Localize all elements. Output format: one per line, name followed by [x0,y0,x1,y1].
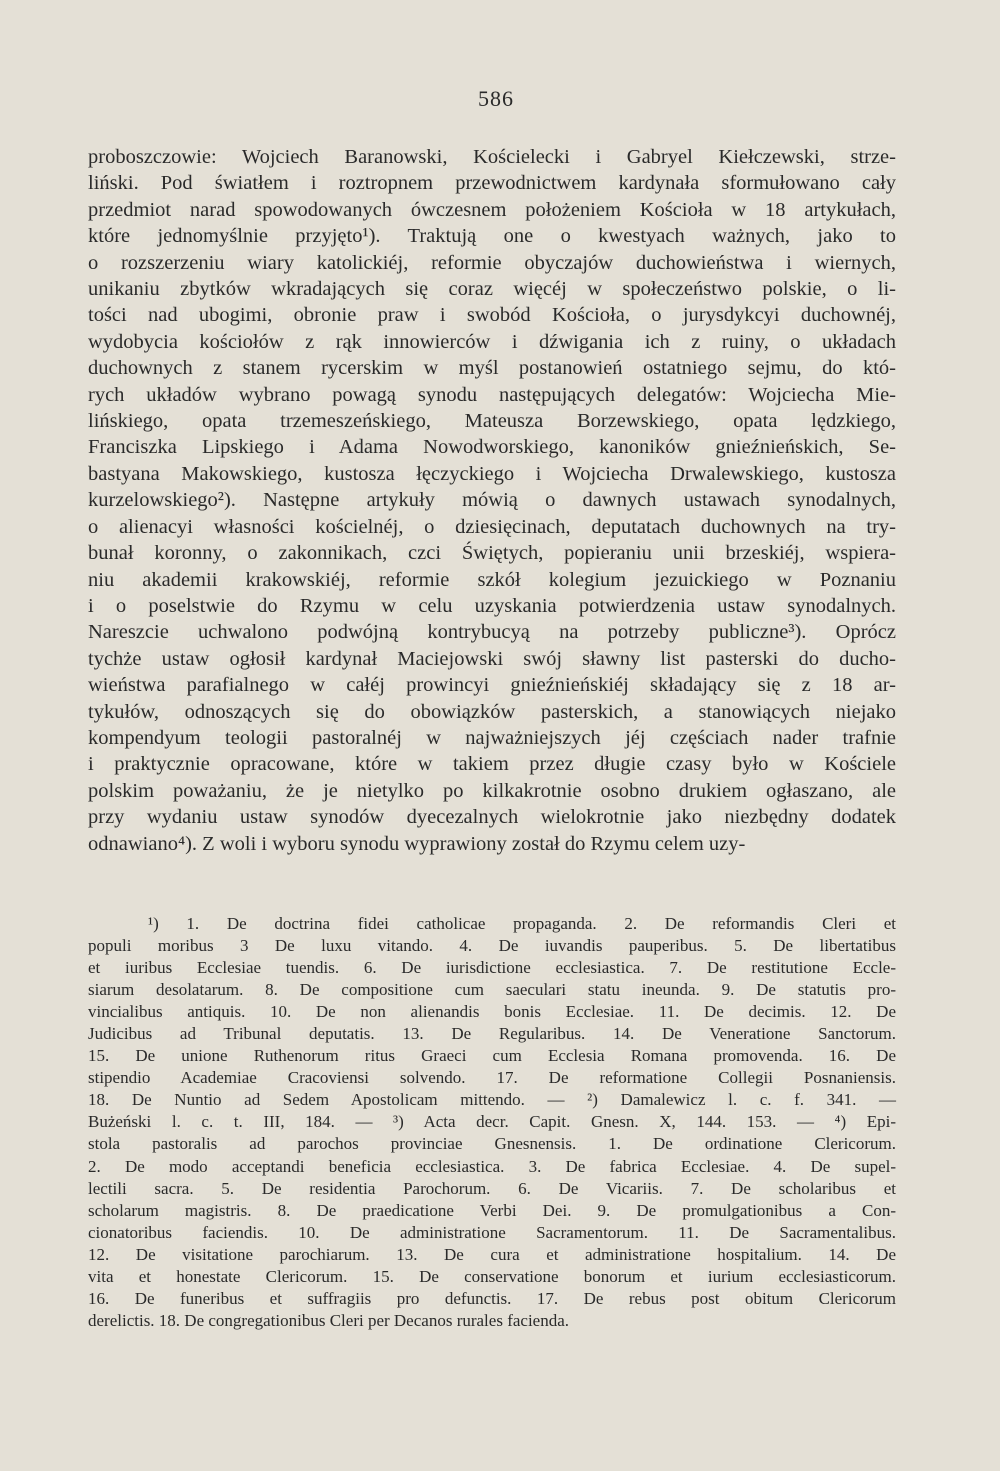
footnote-line: 2. De modo acceptandi beneficia ecclesiastica. 3. De fabrica Ecclesiae. 4. De supel- [88,1156,896,1176]
body-line: tości nad ubogimi, obronie praw i swobód Kościoła, o jurysdykcyi duchownéj, [88,304,896,327]
footnote-line: derelictis. 18. De congregationibus Cleri per Decanos rurales facienda. [88,1310,570,1330]
body-line: bastyana Makowskiego, kustosza łęczyckiego i Wojciecha Drwalewskiego, kustosza [88,462,896,485]
body-line: Franciszka Lipskiego i Adama Nowodworskiego, kanoników gnieźnieńskich, Se- [88,436,896,459]
body-text [88,144,896,857]
footnote-line: et iuribus Ecclesiae tuendis. 6. De iurisdictione ecclesiastica. 7. De restitutione Eccle- [88,958,896,978]
footnote-line: 15. De unione Ruthenorum ritus Graeci cum Ecclesia Romana promovenda. 16. De [88,1046,896,1066]
footnote-line: 18. De Nuntio ad Sedem Apostolicam mittendo. — ²) Damalewicz l. c. f. 341. — [88,1090,896,1110]
footnotes [88,913,896,1332]
body-line: i praktycznie opracowane, które w takiem przez długie czasy było w Kościele [88,753,896,776]
body-line: wieństwa parafialnego w całéj prowincyi gnieźnieńskiéj składający się z 18 ar- [88,674,896,697]
footnote-line: ¹) 1. De doctrina fidei catholicae propaganda. 2. De reformandis Cleri et [148,914,896,933]
body-line: wydobycia kościołów z rąk innowierców i dźwigania ich z ruiny, o układach [88,330,896,353]
body-line: bunał koronny, o zakonnikach, czci Świętych, popieraniu unii brzeskiéj, wspiera- [88,542,896,565]
footnote-line: vincialibus antiquis. 10. De non alienandis bonis Ecclesiae. 11. De decimis. 12. De [88,1002,896,1022]
body-line: tychże ustaw ogłosił kardynał Maciejowski swój sławny list pasterski do ducho- [88,647,896,670]
body-line: które jednomyślnie przyjęto¹). Traktują one o kwestyach ważnych, jako to [88,225,896,248]
footnote-line: siarum desolatarum. 8. De compositione cum saeculari statu ineunda. 9. De statutis pro- [88,980,896,1000]
body-line: i o poselstwie do Rzymu w celu uzyskania potwierdzenia ustaw synodalnych. [88,594,896,617]
body-line: o alienacyi własności kościelnéj, o dziesięcinach, deputatach duchownych na try- [88,515,896,538]
body-line: przy wydaniu ustaw synodów dyecezalnych wielokrotnie jako niezbędny dodatek [88,806,896,829]
body-line: lińskiego, opata trzemeszeńskiego, Mateusza Borzewskiego, opata lędzkiego, [88,410,896,433]
footnote-line: populi moribus 3 De luxu vitando. 4. De iuvandis pauperibus. 5. De libertatibus [88,936,896,956]
body-line: unikaniu zbytków wkradających się coraz więcéj w społeczeństwo polskie, o li- [88,278,896,301]
body-line: niu akademii krakowskiéj, reformie szkół kolegium jezuickiego w Poznaniu [88,568,896,591]
body-line: kompendyum teologii pastoralnéj w najważniejszych jéj częściach nader trafnie [88,726,896,749]
body-line: proboszczowie: Wojciech Baranowski, Kościelecki i Gabryel Kiełczewski, strze- [88,146,896,168]
footnote-line: vita et honestate Clericorum. 15. De conservatione bonorum et iurium ecclesiasticorum. [88,1266,896,1286]
footnote-line: lectili sacra. 5. De residentia Parochorum. 6. De Vicariis. 7. De scholaribus et [88,1178,896,1198]
page-number: 586 [478,86,514,111]
body-line: duchownych z stanem rycerskim w myśl postanowień ostatniego sejmu, do któ- [88,357,896,380]
body-line: Nareszcie uchwalono podwójną kontrybucyą na potrzeby publiczne³). Oprócz [88,621,896,644]
body-line: przedmiot narad spowodowanych ówczesnem położeniem Kościoła w 18 artykułach, [88,198,896,221]
body-line: liński. Pod światłem i roztropnem przewodnictwem kardynała sformułowano cały [88,172,896,195]
body-line: kurzelowskiego²). Następne artykuły mówią o dawnych ustawach synodalnych, [88,489,896,512]
body-line: odnawiano⁴). Z woli i wyboru synodu wyprawiony został do Rzymu celem uzy- [88,832,746,855]
footnote-line: Judicibus ad Tribunal deputatis. 13. De Regularibus. 14. De Veneratione Sanctorum. [88,1024,896,1044]
footnote-line: scholarum magistris. 8. De praedicatione Verbi Dei. 9. De promulgationibus a Con- [88,1200,896,1220]
footnote-line: stipendio Academiae Cracoviensi solvendo. 17. De reformatione Collegii Posnaniensis. [88,1068,896,1088]
footnote-line: Bużeński l. c. t. III, 184. — ³) Acta decr. Capit. Gnesn. X, 144. 153. — ⁴) Epi- [88,1112,896,1132]
footnote-line: stola pastoralis ad parochos provinciae Gnesnensis. 1. De ordinatione Clericorum. [88,1134,896,1154]
footnote-line: cionatoribus faciendis. 10. De administratione Sacramentorum. 11. De Sacramentalibus. [88,1222,896,1242]
footnote-line: 16. De funeribus et suffragiis pro defunctis. 17. De rebus post obitum Clericorum [88,1288,896,1308]
body-line: o rozszerzeniu wiary katolickiéj, reformie obyczajów duchowieństwa i wiernych, [88,251,896,274]
footnote-line: 12. De visitatione parochiarum. 13. De cura et administratione hospitalium. 14. De [88,1244,896,1264]
body-line: tykułów, odnoszących się do obowiązków pasterskich, a stanowiących niejako [88,700,896,723]
body-line: polskim poważaniu, że je nietylko po kilkakrotnie osobno drukiem ogłaszano, ale [88,779,896,802]
body-line: rych układów wybrano powagą synodu następujących delegatów: Wojciecha Mie- [88,383,896,406]
